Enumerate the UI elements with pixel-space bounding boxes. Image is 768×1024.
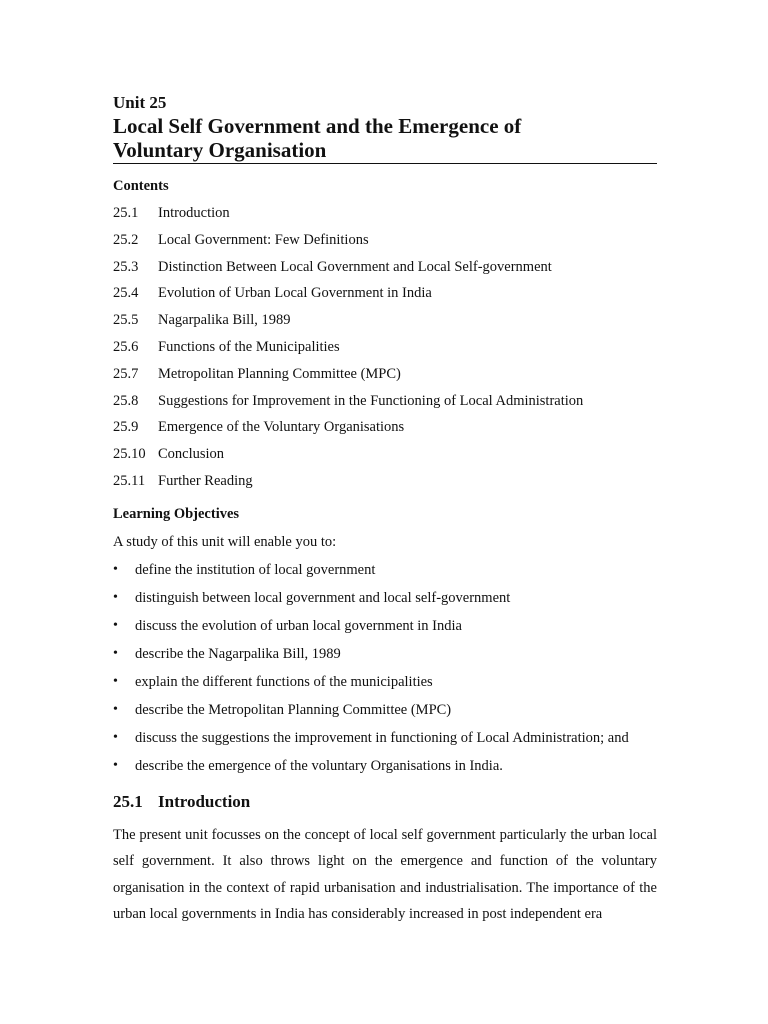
unit-label: Unit 25 [113,93,167,112]
list-item [113,617,657,645]
bullet-icon: • [113,617,118,633]
unit-title-line-2: Voluntary Organisation [113,138,327,162]
learning-objectives-intro: A study of this unit will enable you to: [113,533,337,550]
toc-item-number: 25.10 [113,446,146,463]
section-title: Introduction [158,791,251,811]
list-item [113,729,657,757]
toc-item [113,365,657,392]
toc-item-number: 25.1 [113,205,139,221]
toc-item [113,338,657,365]
toc-item-label: Emergence of the Voluntary Organisations [158,419,405,436]
bullet-icon: • [113,589,118,605]
toc-item-label: Conclusion [158,446,225,463]
document-page [113,92,657,928]
toc-item [113,472,657,499]
toc-item-number: 25.9 [113,419,139,436]
toc-item [113,204,657,231]
toc-item-number: 25.8 [113,392,139,409]
toc-item [113,311,657,338]
list-item-text: describe the Nagarpalika Bill, 1989 [135,645,341,662]
toc-item-label: Metropolitan Planning Committee (MPC) [158,365,401,382]
bullet-icon: • [113,701,118,717]
toc-item-label: Introduction [158,205,230,221]
bullet-icon: • [113,757,118,773]
learning-objectives-list [113,561,657,785]
list-item-text: distinguish between local government and local self-government [135,589,511,606]
toc-item-number: 25.5 [113,312,139,329]
list-item-text: define the institution of local government [135,561,376,578]
toc-item [113,231,657,258]
toc-item [113,392,657,419]
list-item [113,561,657,589]
toc-item-label: Local Government: Few Definitions [158,231,369,248]
bullet-icon: • [113,673,118,689]
toc-item-number: 25.7 [113,365,139,382]
bullet-icon: • [113,561,118,577]
toc-item [113,445,657,472]
toc-item-label: Functions of the Municipalities [158,338,340,355]
unit-title-line-1: Local Self Government and the Emergence of [113,114,522,138]
list-item [113,757,657,785]
toc-item-label: Further Reading [158,472,253,489]
toc-item-label: Suggestions for Improvement in the Functioning of Local Administration [158,392,584,409]
toc-item-number: 25.4 [113,285,139,302]
section-paragraph: The present unit focusses on the concept of local self government particularly the urban local self government. It also throws light on the emergence and function of the voluntary organisation in the context of rapid urbanisation and industrialisation. The importance of the urban local governments in India has considerably increased in post independent era [113,826,657,923]
table-of-contents [113,204,657,499]
bullet-icon: • [113,645,118,661]
list-item-text: discuss the suggestions the improvement in functioning of Local Administration; and [135,729,629,746]
toc-item-number: 25.3 [113,258,139,275]
list-item-text: describe the emergence of the voluntary Organisations in India. [135,757,503,774]
list-item [113,673,657,701]
learning-objectives-heading: Learning Objectives [113,505,240,522]
section-number: 25.1 [113,791,143,811]
toc-item-label: Evolution of Urban Local Government in India [158,285,432,302]
toc-item [113,418,657,445]
toc-item-number: 25.11 [113,472,146,489]
list-item [113,589,657,617]
section-heading [113,791,657,813]
toc-item-number: 25.6 [113,338,139,355]
unit-title [113,114,657,164]
list-item [113,701,657,729]
list-item-text: discuss the evolution of urban local government in India [135,617,462,634]
contents-heading: Contents [113,178,169,194]
toc-item-number: 25.2 [113,231,139,248]
toc-item [113,284,657,311]
toc-item-label: Distinction Between Local Government and Local Self-government [158,258,552,275]
toc-item [113,258,657,285]
list-item-text: explain the different functions of the municipalities [135,673,433,690]
list-item [113,645,657,673]
bullet-icon: • [113,729,118,745]
toc-item-label: Nagarpalika Bill, 1989 [158,312,291,329]
list-item-text: describe the Metropolitan Planning Committee (MPC) [135,701,452,718]
